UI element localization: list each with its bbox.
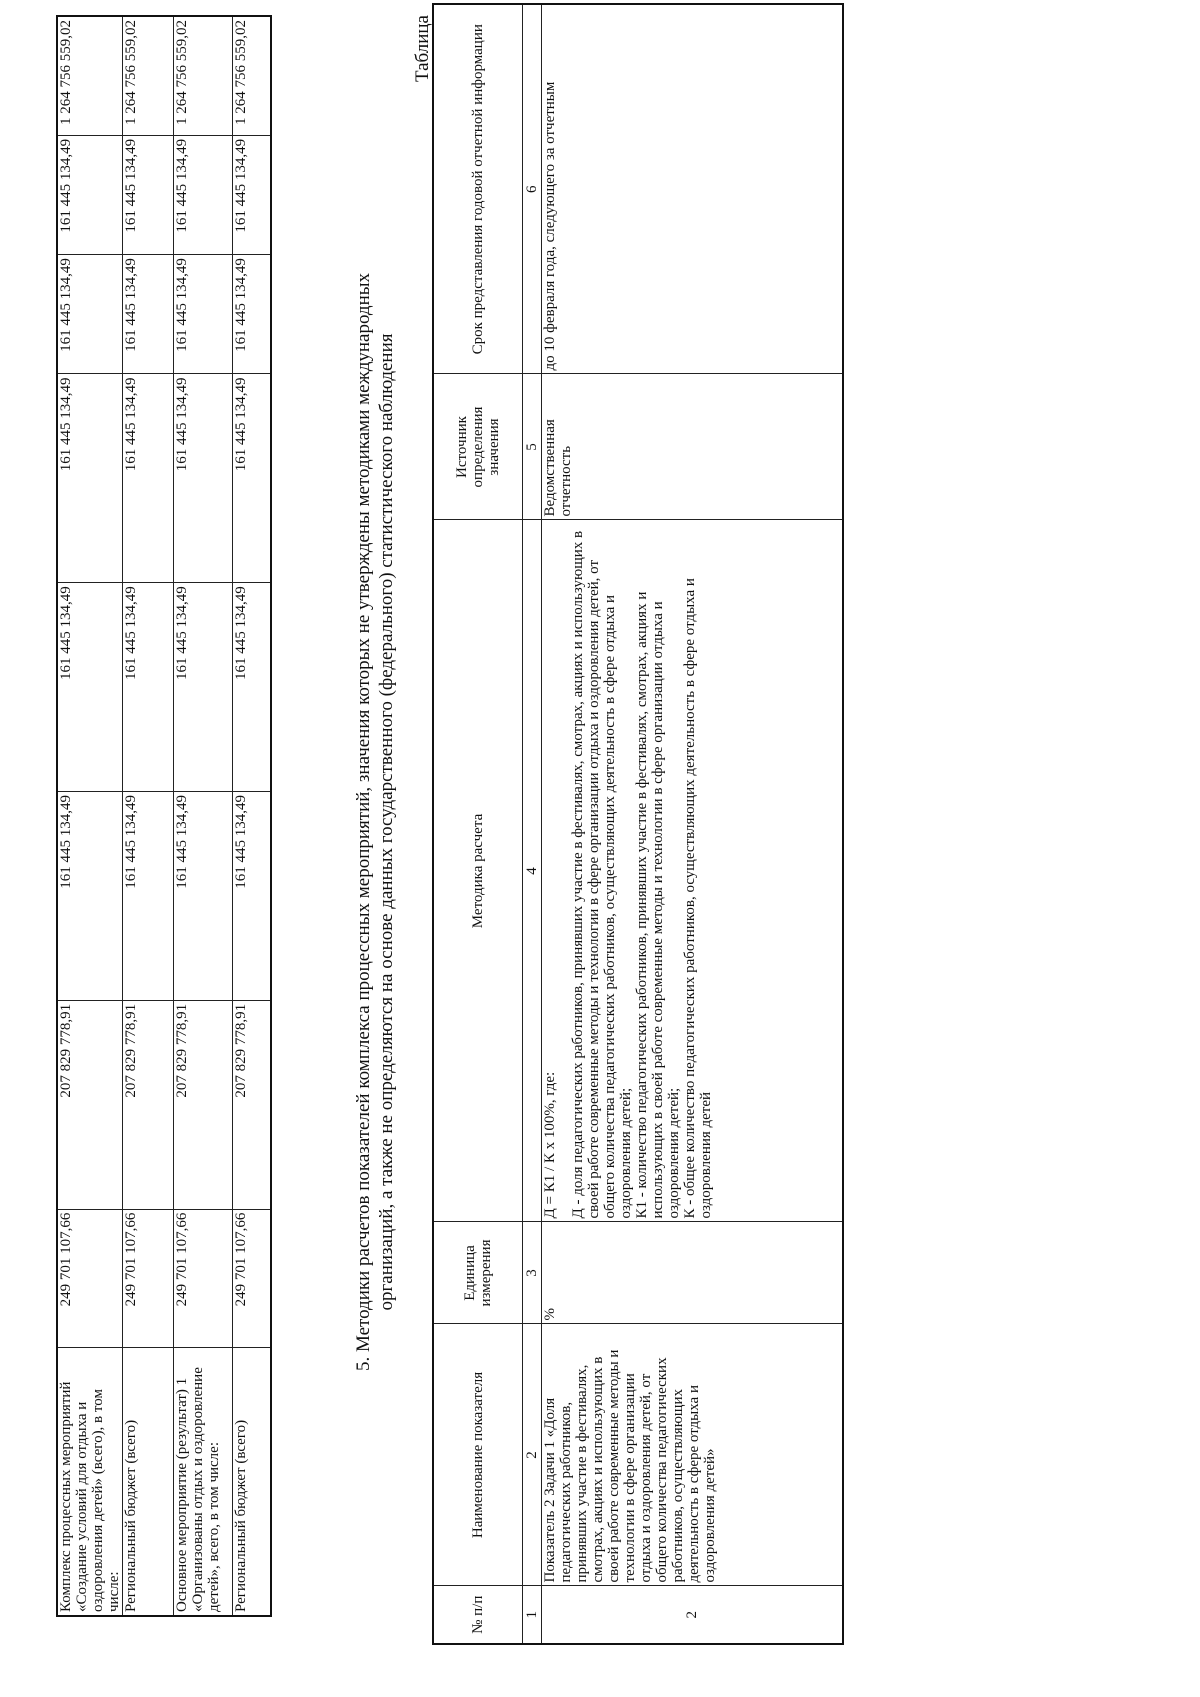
header-method: Методика расчета (433, 520, 523, 1222)
budget-table-row (57, 16, 123, 1616)
budget-value-cell: 161 445 134,49 (57, 255, 123, 374)
budget-value-cell: 161 445 134,49 (233, 792, 272, 1001)
table-caption: Таблица (412, 15, 433, 83)
budget-value-cell: 249 701 107,66 (123, 1209, 174, 1347)
budget-value-cell: 161 445 134,49 (57, 792, 123, 1001)
budget-value-cell: 161 445 134,49 (57, 374, 123, 583)
header-unit: Единица измерения (433, 1222, 523, 1324)
budget-value-cell: 249 701 107,66 (233, 1209, 272, 1347)
column-number: 2 (523, 1324, 542, 1586)
budget-value-cell: 161 445 134,49 (174, 583, 233, 792)
data-source: Ведомственная отчетность (542, 374, 844, 520)
methods-table (432, 3, 844, 1645)
methods-table-row (542, 4, 844, 1644)
budget-value-cell: 161 445 134,49 (123, 135, 174, 254)
budget-table-row (123, 16, 174, 1616)
budget-value-cell: 161 445 134,49 (123, 255, 174, 374)
section-heading-line-2: организаций, а также не определяются на основе данных государственного (федерального) статистического наблюдения (376, 333, 397, 1311)
indicator-name: Показатель 2 Задачи 1 «Доля педагогических работников, принявших участие в фестивалях, смотрах, акциях и использующих в своей работе современные методы и технологии в сфере организации отдыха и оздоровления детей, от общего количества педагогических работников, осуществляющих деятельность в сфере отдыха и оздоровления детей» (542, 1324, 844, 1586)
budget-value-cell: 1 264 756 559,02 (57, 16, 123, 135)
budget-value-cell: 207 829 778,91 (233, 1000, 272, 1209)
budget-value-cell: 161 445 134,49 (233, 135, 272, 254)
budget-value-cell: 1 264 756 559,02 (123, 16, 174, 135)
header-indicator-name: Наименование показателя (433, 1324, 523, 1586)
budget-value-cell: 207 829 778,91 (174, 1000, 233, 1209)
budget-value-cell: 1 264 756 559,02 (233, 16, 272, 135)
method-definition-k1: К1 - количество педагогических работников, принявших участие в фестивалях, смотрах, акциях и использующих в своей работе современные методы и технологии в сфере организации отдыха и оздоровления детей; (634, 591, 682, 1219)
budget-value-cell: 161 445 134,49 (174, 135, 233, 254)
budget-value-cell: 161 445 134,49 (123, 792, 174, 1001)
section-heading (352, 137, 398, 1507)
budget-value-cell: 161 445 134,49 (233, 255, 272, 374)
budget-value-cell: 207 829 778,91 (123, 1000, 174, 1209)
budget-value-cell: 207 829 778,91 (57, 1000, 123, 1209)
header-number: № п/п (433, 1586, 523, 1644)
header-source: Источник определения значения (433, 374, 523, 520)
calculation-method (542, 520, 844, 1222)
reporting-deadline: до 10 февраля года, следующего за отчетным (542, 4, 844, 374)
method-formula: Д = К1 / К х 100%, где: (542, 1071, 558, 1219)
column-number: 1 (523, 1586, 542, 1644)
budget-value-cell: 161 445 134,49 (123, 583, 174, 792)
row-number: 2 (542, 1586, 844, 1644)
budget-table-row (174, 16, 233, 1616)
budget-value-cell: 161 445 134,49 (174, 374, 233, 583)
budget-value-cell: 161 445 134,49 (174, 792, 233, 1001)
budget-row-name: Региональный бюджет (всего) (233, 1348, 272, 1616)
indicator-unit: % (542, 1222, 844, 1324)
budget-value-cell: 161 445 134,49 (123, 374, 174, 583)
methods-column-numbers-row (523, 4, 542, 1644)
budget-value-cell: 1 264 756 559,02 (174, 16, 233, 135)
budget-value-cell: 161 445 134,49 (233, 374, 272, 583)
budget-row-name: Основное мероприятие (результат) 1 «Организованы отдых и оздоровление детей», всего, в том числе: (174, 1348, 233, 1616)
method-definition-k: К - общее количество педагогических работников, осуществляющих деятельность в сфере отдыха и оздоровления детей (682, 578, 714, 1219)
budget-row-name: Региональный бюджет (всего) (123, 1348, 174, 1616)
budget-row-name: Комплекс процессных мероприятий «Создание условий для отдыха и оздоровления детей» (всего), в том числе: (57, 1348, 123, 1616)
budget-value-cell: 161 445 134,49 (57, 135, 123, 254)
method-definition-d: Д - доля педагогических работников, принявших участие в фестивалях, смотрах, акциях и использующих в своей работе современные методы и технологии в сфере организации отдыха и оздоровления детей, от общего количества педагогических работников, осуществляющих деятельность в сфере отдыха и оздоровления детей; (570, 530, 634, 1219)
budget-value-cell: 161 445 134,49 (174, 255, 233, 374)
header-deadline: Срок представления годовой отчетной информации (433, 4, 523, 374)
budget-table-row (233, 16, 272, 1616)
section-heading-line-1: 5. Методики расчетов показателей комплекса процессных мероприятий, значения которых не утверждены методиками международных (353, 272, 374, 1372)
methods-header-row (433, 4, 523, 1644)
budget-value-cell: 249 701 107,66 (174, 1209, 233, 1347)
budget-value-cell: 161 445 134,49 (57, 583, 123, 792)
budget-value-cell: 161 445 134,49 (233, 583, 272, 792)
column-number: 5 (523, 374, 542, 520)
column-number: 3 (523, 1222, 542, 1324)
column-number: 6 (523, 4, 542, 374)
column-number: 4 (523, 520, 542, 1222)
budget-value-cell: 249 701 107,66 (57, 1209, 123, 1347)
budget-table (56, 15, 272, 1617)
